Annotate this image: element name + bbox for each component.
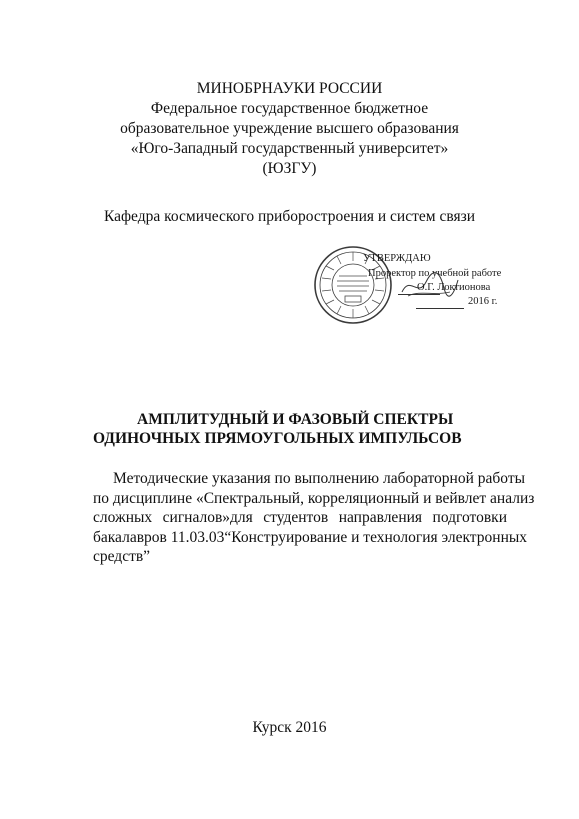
- approval-year: 2016 г.: [468, 296, 498, 307]
- description-line-3: сложных сигналов»для студентов направления подготовки: [93, 509, 507, 526]
- document-description: [93, 469, 535, 567]
- description-line-4: бакалавров 11.03.03“Конструирование и технология электронных: [93, 528, 528, 546]
- approver-name: О.Г. Локтионова: [417, 282, 491, 293]
- signature-line: [398, 294, 440, 295]
- institution-type-line-2: образовательное учреждение высшего образования: [120, 120, 459, 137]
- description-line-1: Методические указания по выполнению лабораторной работы: [113, 470, 526, 487]
- title-line-1: АМПЛИТУДНЫЙ И ФАЗОВЫЙ СПЕКТРЫ: [137, 411, 454, 428]
- approval-stamp: [308, 240, 528, 360]
- ministry-header: [0, 79, 579, 179]
- description-line-5: средств”: [93, 548, 151, 565]
- description-line-2: по дисциплине «Спектральный, корреляционный и вейвлет анализ: [93, 489, 535, 507]
- university-name: «Юго-Западный государственный университет»: [130, 140, 449, 157]
- institution-type-line-1: Федеральное государственное бюджетное: [150, 100, 429, 117]
- ministry-name: МИНОБРНАУКИ РОССИИ: [196, 80, 383, 97]
- approver-position: Проректор по учебной работе: [368, 268, 502, 279]
- title-line-2: ОДИНОЧНЫХ ПРЯМОУГОЛЬНЫХ ИМПУЛЬСОВ: [93, 430, 462, 447]
- city-and-year: Курск 2016: [252, 719, 327, 736]
- department-name: Кафедра космического приборостроения и систем связи: [104, 208, 475, 225]
- university-abbreviation: (ЮЗГУ): [262, 160, 317, 177]
- date-line: [416, 308, 464, 309]
- approval-heading: УТВЕРЖДАЮ: [363, 253, 431, 264]
